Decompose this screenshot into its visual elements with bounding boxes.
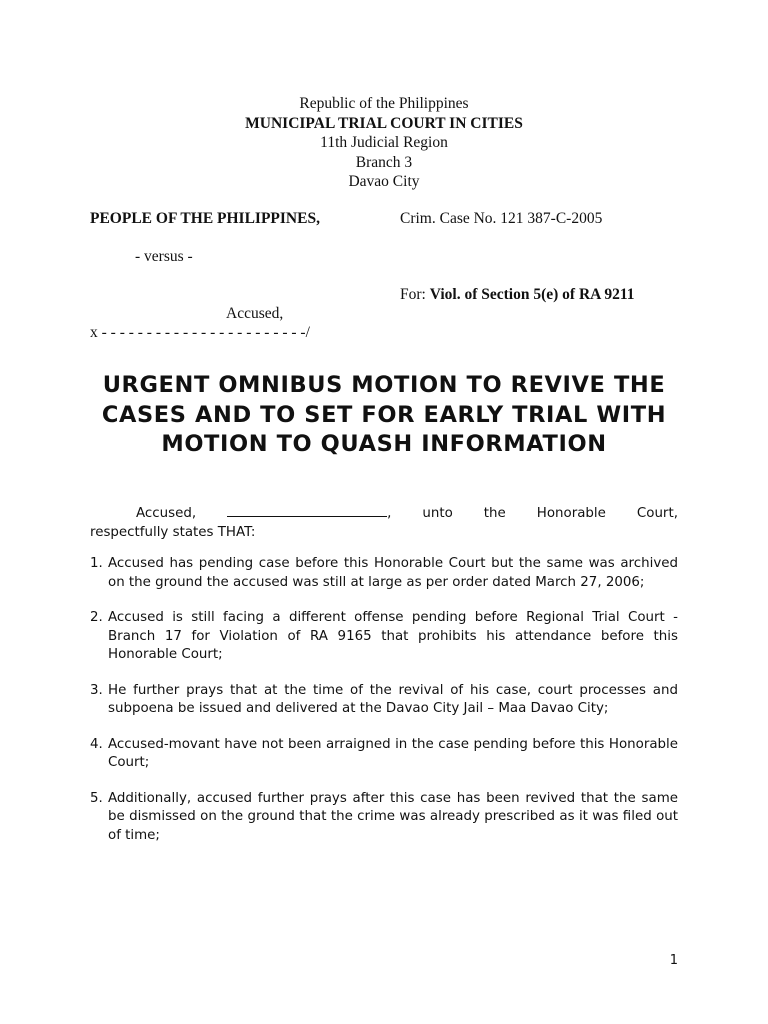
court-city: Davao City xyxy=(348,173,420,190)
judicial-region: 11th Judicial Region xyxy=(320,134,448,151)
for-label: For: xyxy=(400,286,430,303)
item-text: Accused has pending case before this Honorable Court but the same was archived on the ground the accused was still at large as per order dated March 27, 2006; xyxy=(108,556,678,590)
case-number: Crim. Case No. 121 387-C-2005 xyxy=(400,210,603,227)
motion-title: URGENT OMNIBUS MOTION TO REVIVE THE CASES AND TO SET FOR EARLY TRIAL WITH MOTION TO QUASH INFORMATION xyxy=(101,372,667,457)
list-item xyxy=(90,736,678,773)
accused-label: Accused, xyxy=(226,305,284,322)
item-number: 2. xyxy=(90,610,103,625)
offense-line xyxy=(400,286,635,304)
list-item xyxy=(90,609,678,665)
item-number: 5. xyxy=(90,790,103,806)
intro-the: the xyxy=(483,506,506,521)
versus-text: - versus - xyxy=(135,248,193,265)
plaintiff-name: PEOPLE OF THE PHILIPPINES, xyxy=(90,210,320,227)
item-number: 1. xyxy=(90,556,103,571)
item-text: Accused-movant have not been arraigned in the case pending before this Honorable Court; xyxy=(108,736,678,770)
blank-line xyxy=(227,502,387,517)
intro-line-2: respectfully states THAT: xyxy=(90,524,256,540)
list-item xyxy=(90,790,678,846)
item-text: He further prays that at the time of the revival of his case, court processes and subpoena be issued and delivered at the Davao City Jail – Maa Davao City; xyxy=(108,682,678,716)
item-text: Accused is still facing a different offense pending before Regional Trial Court - Branch 17 for Violation of RA 9165 that prohibits his attendance before this Honorable Court; xyxy=(108,610,678,662)
caption-closing-line: x - - - - - - - - - - - - - - - - - - - - - - -/ xyxy=(90,324,310,341)
list-item xyxy=(90,555,678,592)
intro-court: Court, xyxy=(636,506,678,521)
page-number: 1 xyxy=(669,953,678,968)
motion-items xyxy=(90,555,678,862)
item-number: 4. xyxy=(90,736,103,752)
list-item xyxy=(90,682,678,719)
item-text: Additionally, accused further prays after this case has been revived that the same be dismissed on the ground that the crime was already prescribed as it was filed out of time; xyxy=(108,790,678,843)
intro-unto: unto xyxy=(422,506,453,521)
accused-name-blank xyxy=(227,502,391,524)
court-name: MUNICIPAL TRIAL COURT IN CITIES xyxy=(245,114,523,132)
item-number: 3. xyxy=(90,682,103,698)
intro-honorable: Honorable xyxy=(536,506,606,521)
offense-value: Viol. of Section 5(e) of RA 9211 xyxy=(429,286,635,303)
intro-comma: , xyxy=(387,506,392,521)
court-header xyxy=(0,94,768,192)
court-branch: Branch 3 xyxy=(355,153,413,171)
intro-accused: Accused, xyxy=(136,506,197,521)
republic-line: Republic of the Philippines xyxy=(299,95,469,112)
intro-paragraph xyxy=(90,502,678,542)
